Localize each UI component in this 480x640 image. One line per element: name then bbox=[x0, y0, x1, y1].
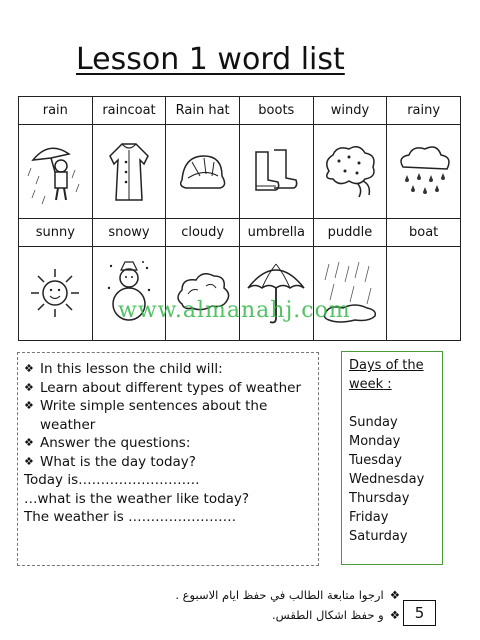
word-cell: snowy bbox=[92, 218, 166, 246]
objective-item bbox=[24, 434, 312, 453]
rain-cloud-icon bbox=[393, 141, 455, 201]
objective-text: Write simple sentences about the weather bbox=[40, 398, 268, 433]
windy-cloud-icon bbox=[319, 141, 381, 201]
diamond-bullet-icon: ❖ bbox=[24, 454, 34, 468]
raincoat-icon bbox=[104, 136, 154, 206]
picture-cell bbox=[92, 124, 166, 218]
word-cell: boat bbox=[387, 218, 461, 246]
word-cell: Rain hat bbox=[166, 97, 240, 125]
word-cell: windy bbox=[313, 97, 387, 125]
diamond-bullet-icon: ❖ bbox=[389, 588, 400, 602]
question-line: …what is the weather like today? bbox=[24, 490, 250, 507]
fill-in-line: Today is……………………… bbox=[24, 472, 200, 488]
arabic-notes bbox=[175, 585, 400, 625]
word-cell: rainy bbox=[387, 97, 461, 125]
picture-cell bbox=[313, 124, 387, 218]
diamond-bullet-icon: ❖ bbox=[389, 608, 400, 622]
days-heading-text: Days of the week bbox=[349, 358, 424, 392]
diamond-bullet-icon: ❖ bbox=[24, 436, 34, 449]
lesson-objectives-box bbox=[17, 352, 319, 566]
page-number: 5 bbox=[403, 600, 436, 626]
word-cell: boots bbox=[239, 97, 313, 125]
day-item: Wednesday bbox=[349, 472, 425, 487]
arabic-note-text: و حفظ اشكال الطقس. bbox=[272, 608, 384, 622]
page-title: Lesson 1 word list bbox=[76, 42, 345, 77]
picture-cell bbox=[166, 246, 240, 340]
days-of-week-box bbox=[341, 351, 443, 565]
objective-item bbox=[24, 397, 312, 434]
objective-item bbox=[24, 453, 312, 472]
day-item: Saturday bbox=[349, 529, 408, 544]
objective-text: What is the day today? bbox=[40, 453, 196, 470]
objective-item bbox=[24, 360, 312, 379]
picture-cell bbox=[387, 124, 461, 218]
picture-cell bbox=[166, 124, 240, 218]
picture-cell bbox=[239, 246, 313, 340]
objective-item bbox=[24, 379, 312, 398]
day-item: Monday bbox=[349, 434, 401, 449]
word-cell: sunny bbox=[19, 218, 93, 246]
word-cell: raincoat bbox=[92, 97, 166, 125]
day-item: Friday bbox=[349, 510, 389, 525]
boots-icon bbox=[248, 146, 304, 196]
days-heading-suffix: : bbox=[383, 377, 392, 392]
word-cell: umbrella bbox=[239, 218, 313, 246]
sun-icon bbox=[27, 265, 83, 321]
day-item: Tuesday bbox=[349, 453, 402, 468]
picture-cell bbox=[19, 124, 93, 218]
diamond-bullet-icon: ❖ bbox=[24, 380, 34, 394]
picture-cell bbox=[239, 124, 313, 218]
day-item: Sunday bbox=[349, 415, 398, 430]
watermark: www.almanahj.com bbox=[118, 298, 351, 323]
word-cell: puddle bbox=[313, 218, 387, 246]
diamond-bullet-icon: ❖ bbox=[24, 362, 34, 375]
diamond-bullet-icon: ❖ bbox=[24, 399, 34, 412]
rain-hat-icon bbox=[176, 146, 230, 196]
picture-cell bbox=[313, 246, 387, 340]
objective-text: In this lesson the child will: bbox=[40, 361, 223, 377]
arabic-note bbox=[175, 605, 400, 625]
day-item: Thursday bbox=[349, 491, 410, 506]
arabic-note-text: ارجوا متابعة الطالب في حفظ ايام الاسبوع . bbox=[175, 588, 384, 602]
picture-cell bbox=[19, 246, 93, 340]
word-cell: rain bbox=[19, 97, 93, 125]
days-heading bbox=[349, 356, 435, 394]
rain-child-icon bbox=[25, 136, 85, 206]
picture-cell bbox=[92, 246, 166, 340]
objective-text: Learn about different types of weather bbox=[40, 379, 302, 396]
picture-cell bbox=[387, 246, 461, 340]
objective-text: Answer the questions: bbox=[40, 435, 191, 451]
fill-in-line: The weather is …………………… bbox=[24, 509, 237, 525]
word-cell: cloudy bbox=[166, 218, 240, 246]
arabic-note bbox=[175, 585, 400, 605]
